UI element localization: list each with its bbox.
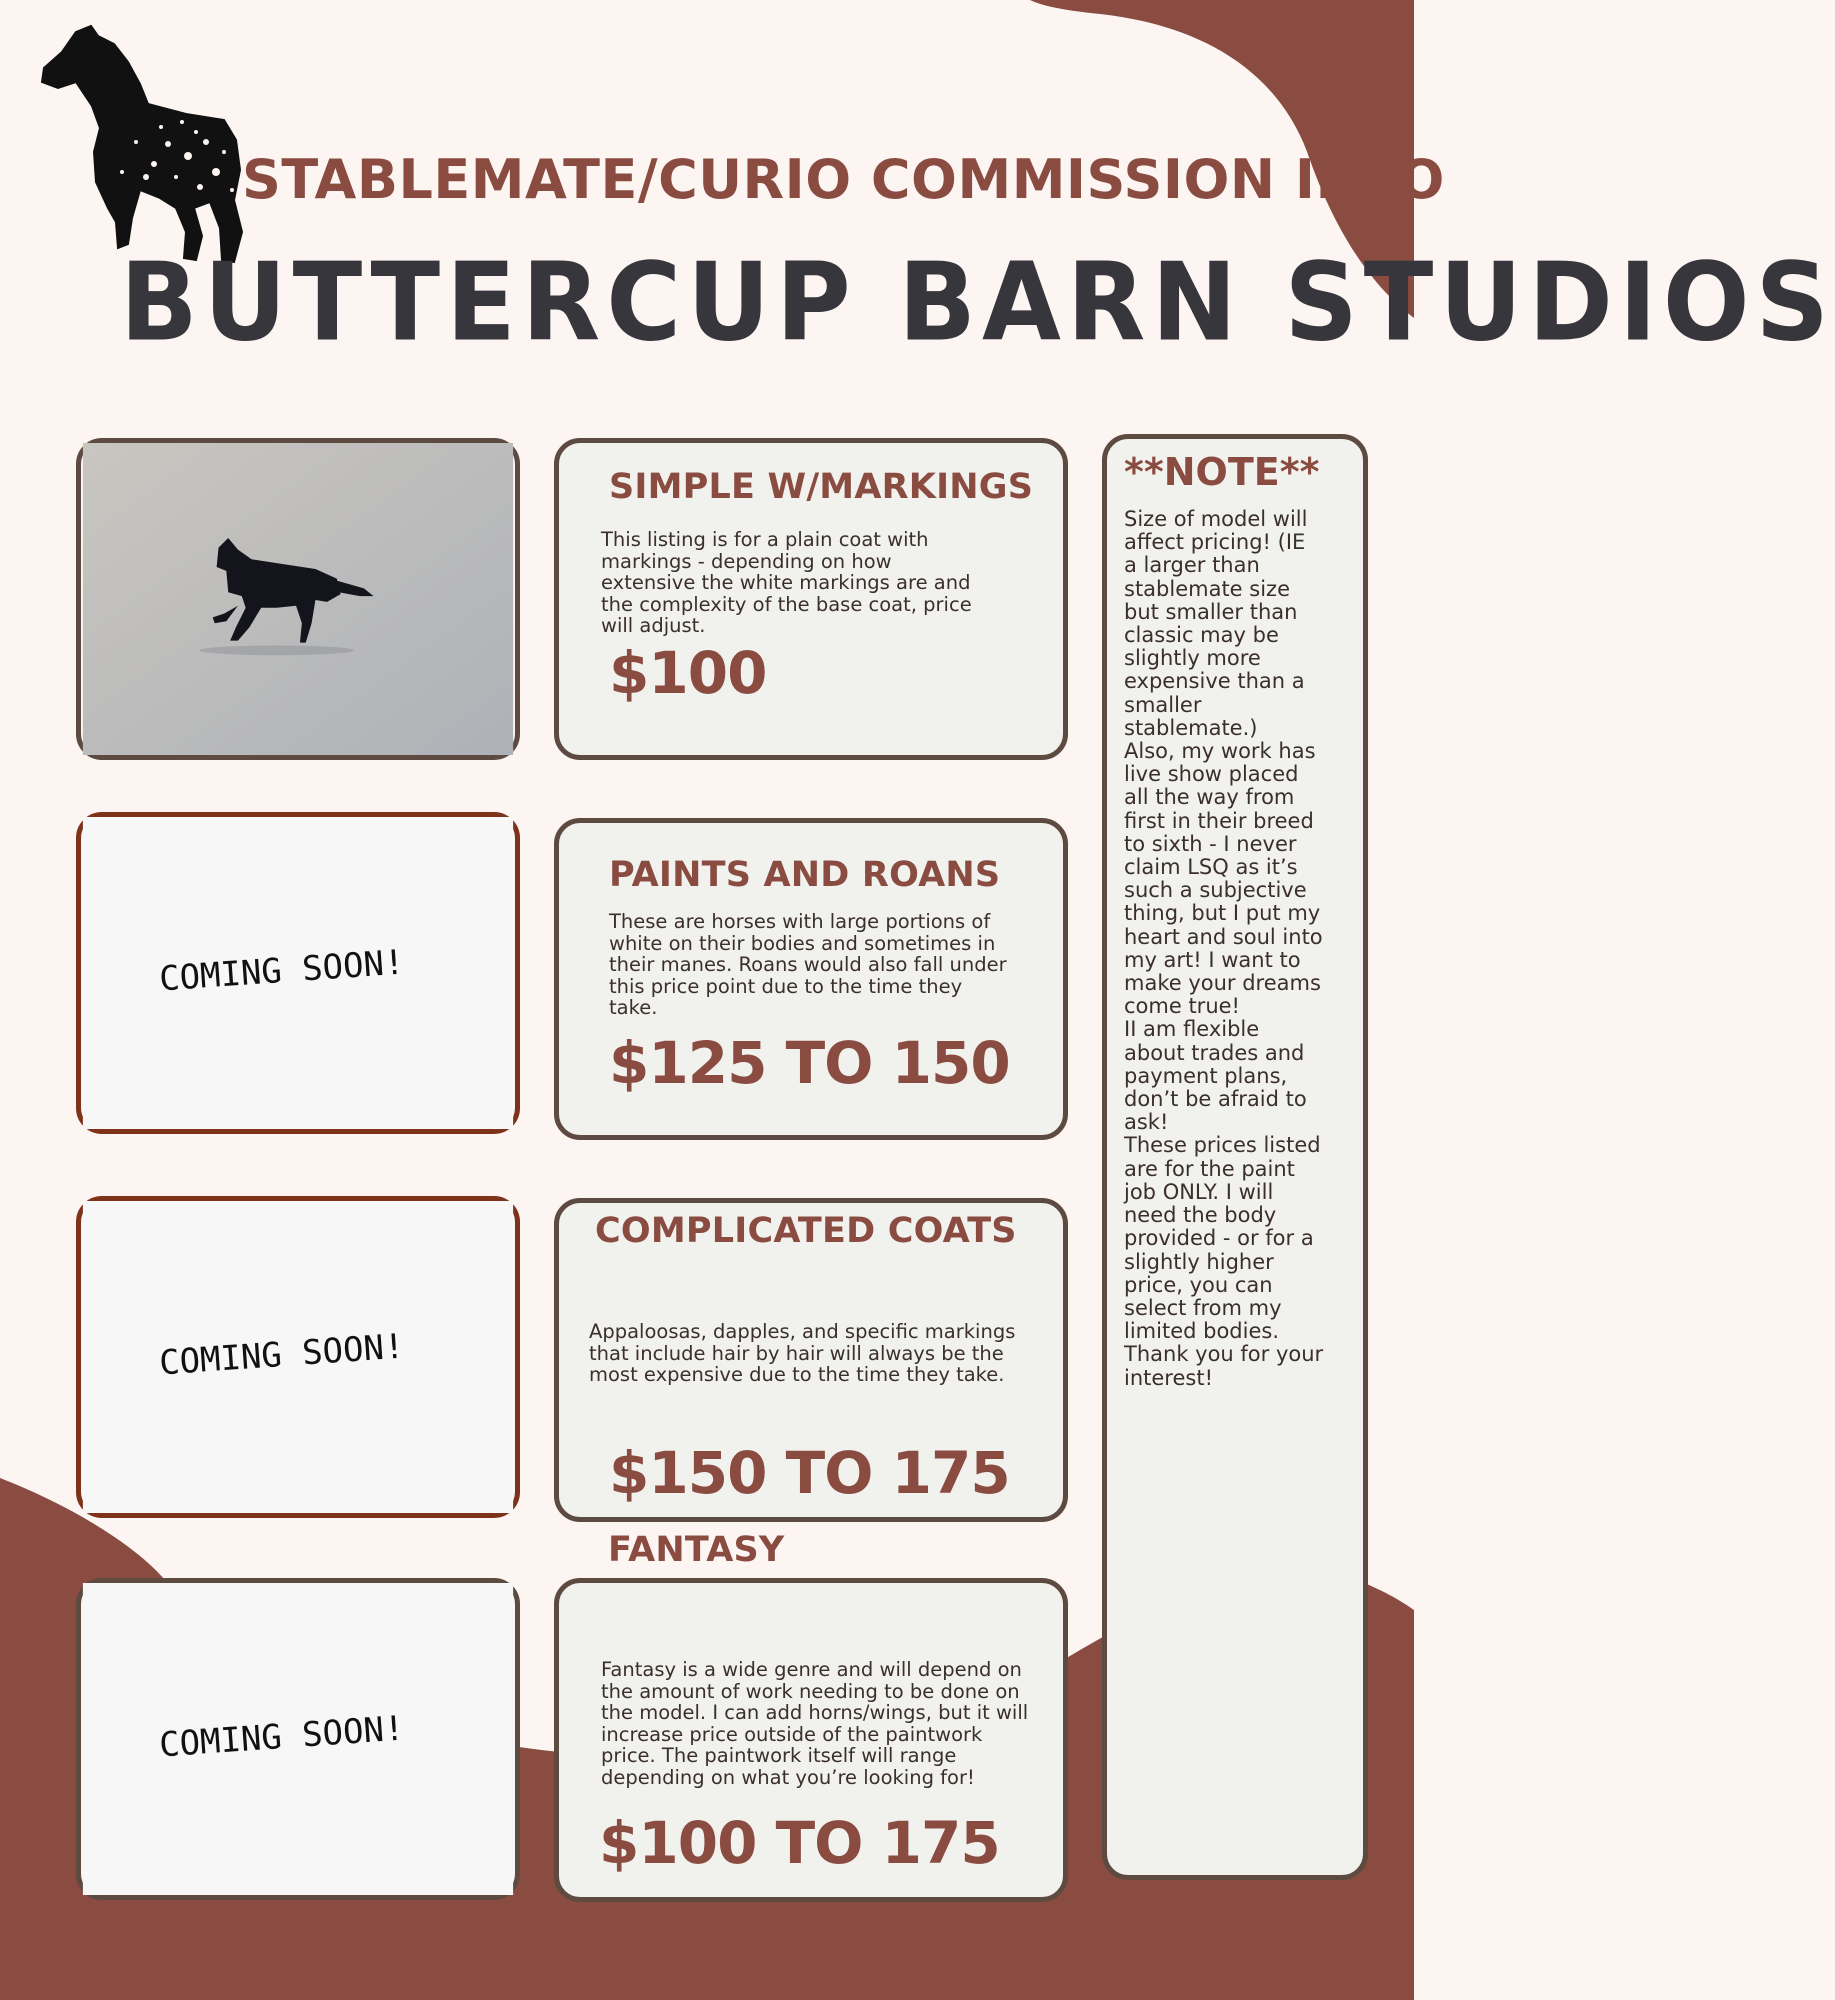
listing-description: Fantasy is a wide genre and will depend on the amount of work needing to be done on the model. I can add horns/wings, but it will increase price outside of the paintwork price. The paintwork itself will range depending on what you’re looking for! — [601, 1658, 1029, 1789]
note-paragraph: Also, my work has live show placed all the way from first in their breed to sixth - I never claim LSQ as it’s such a subjective thing, but I put my heart and soul into my art! I want to make your dreams come true! — [1124, 739, 1323, 1019]
note-paragraph: Size of model will affect pricing! (IE a larger than stablemate size but smaller than classic may be slightly more expensive than a smaller stablemate.) — [1124, 507, 1308, 740]
page-title: BUTTERCUP BARN STUDIOS — [120, 240, 1835, 367]
listing-description: Appaloosas, dapples, and specific markings that include hair by hair will always be the most expensive due to the time they take. — [589, 1320, 1016, 1386]
note-paragraph: These prices listed are for the paint job ONLY. I will need the body provided - or for a slightly higher price, you can select from my limited bodies. — [1124, 1133, 1321, 1344]
listing-description: This listing is for a plain coat with markings - depending on how extensive the white markings are and the complexity of the base coat, price will adjust. — [601, 528, 972, 637]
listing-heading: PAINTS AND ROANS — [609, 855, 1001, 895]
listing-heading: COMPLICATED COATS — [595, 1211, 1017, 1251]
note-heading: **NOTE** — [1124, 450, 1320, 494]
listing-photo-simple — [76, 438, 520, 760]
listing-photo-complicated — [76, 1196, 520, 1518]
listing-price: $100 — [609, 639, 767, 707]
listing-card-fantasy — [554, 1578, 1068, 1902]
subtitle: STABLEMATE/CURIO COMMISSION INFO — [242, 148, 1445, 211]
listing-description: These are horses with large portions of white on their bodies and sometimes in their manes. Roans would also fall under this price point due to the time they take. — [609, 910, 1007, 1019]
coming-soon-text: COMING SOON! — [157, 1326, 406, 1384]
note-body — [1124, 508, 1324, 1390]
listing-photo-paints — [76, 812, 520, 1134]
horse-silhouette-icon — [36, 22, 246, 262]
listing-heading-fantasy: FANTASY — [608, 1530, 785, 1570]
horse-figurine-photo — [81, 443, 515, 755]
note-paragraph: Thank you for your interest! — [1124, 1342, 1324, 1390]
header — [0, 0, 1835, 367]
listing-photo-fantasy — [76, 1578, 520, 1900]
listing-card-simple — [554, 438, 1068, 760]
listing-price: $100 TO 175 — [599, 1809, 1000, 1877]
coming-soon-text: COMING SOON! — [157, 1708, 406, 1766]
listing-card-complicated — [554, 1198, 1068, 1522]
listing-card-paints — [554, 818, 1068, 1140]
listing-heading: SIMPLE W/MARKINGS — [609, 467, 1034, 507]
note-paragraph: II am flexible about trades and payment plans, don’t be afraid to ask! — [1124, 1017, 1307, 1135]
coming-soon-text: COMING SOON! — [157, 942, 406, 1000]
listing-price: $125 TO 150 — [609, 1029, 1010, 1097]
listing-price: $150 TO 175 — [609, 1439, 1010, 1507]
